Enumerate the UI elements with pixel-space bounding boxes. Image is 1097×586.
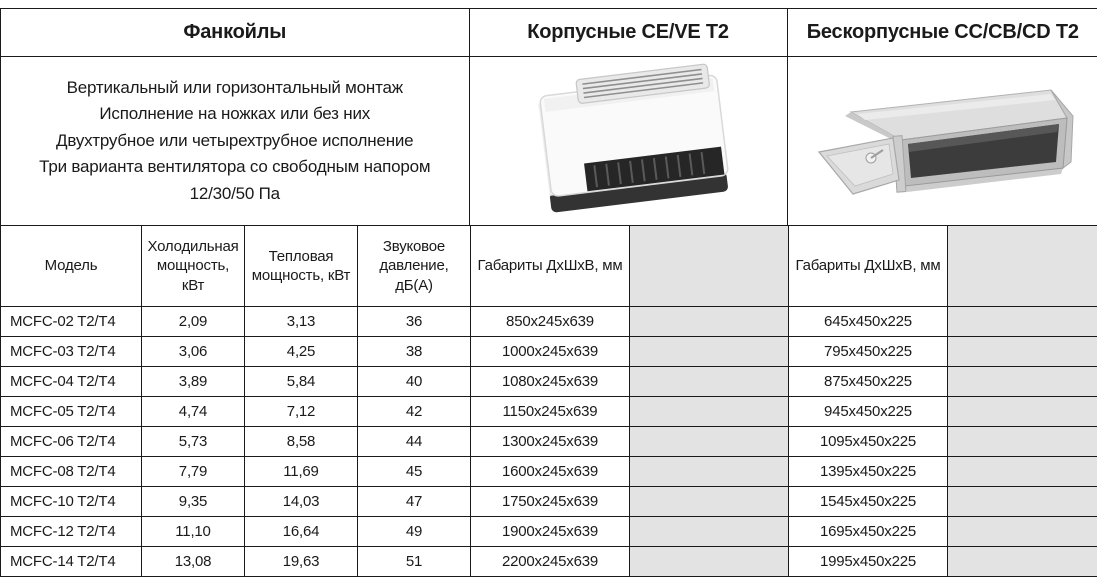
col-header-cooling: Холодильная мощность, кВт: [142, 226, 245, 307]
dims-cased-cell: 1900x245x639: [471, 517, 630, 547]
gray-spacer-cell: [630, 547, 789, 577]
section-title-fancoils: Фанкойлы: [1, 9, 470, 57]
cooling-cell: 4,74: [142, 397, 245, 427]
heating-cell: 14,03: [245, 487, 358, 517]
dims-cased-cell: 1750x245x639: [471, 487, 630, 517]
section-title-cased: Корпусные CE/VE T2: [470, 9, 788, 57]
ducted-concealed-fancoil-photo: [803, 66, 1083, 216]
dims-uncased-cell: 1095x450x225: [789, 427, 948, 457]
gray-spacer-cell: [948, 307, 1097, 337]
feature-line: Вертикальный или горизонтальный монтаж: [67, 75, 403, 102]
dims-uncased-cell: 1695x450x225: [789, 517, 948, 547]
gray-spacer-cell: [630, 397, 789, 427]
sound-cell: 47: [358, 487, 471, 517]
gray-spacer-cell: [630, 307, 789, 337]
dims-cased-cell: 1600x245x639: [471, 457, 630, 487]
gray-spacer-cell: [948, 337, 1097, 367]
gray-spacer-cell: [630, 487, 789, 517]
cooling-cell: 13,08: [142, 547, 245, 577]
cooling-cell: 11,10: [142, 517, 245, 547]
cooling-cell: 5,73: [142, 427, 245, 457]
gray-spacer-cell: [630, 427, 789, 457]
sound-cell: 45: [358, 457, 471, 487]
gray-spacer-cell: [630, 337, 789, 367]
gray-spacer-cell: [948, 367, 1097, 397]
sound-cell: 36: [358, 307, 471, 337]
dims-cased-cell: 1080x245x639: [471, 367, 630, 397]
gray-spacer-cell: [948, 517, 1097, 547]
gray-spacer-cell: [630, 457, 789, 487]
gray-spacer-cell: [948, 487, 1097, 517]
dims-cased-cell: 2200x245x639: [471, 547, 630, 577]
gray-spacer-cell: [630, 367, 789, 397]
dims-uncased-cell: 1995x450x225: [789, 547, 948, 577]
cooling-cell: 3,89: [142, 367, 245, 397]
model-cell: MCFC-10 T2/T4: [1, 487, 142, 517]
heating-cell: 19,63: [245, 547, 358, 577]
dims-cased-cell: 1000x245x639: [471, 337, 630, 367]
dims-uncased-cell: 945x450x225: [789, 397, 948, 427]
feature-line: Исполнение на ножках или без них: [99, 101, 370, 128]
heating-cell: 16,64: [245, 517, 358, 547]
gray-spacer-cell: [948, 226, 1097, 307]
dims-cased-cell: 1300x245x639: [471, 427, 630, 457]
dims-uncased-cell: 1395x450x225: [789, 457, 948, 487]
uncased-fancoil-image: [788, 57, 1097, 226]
feature-line: Двухтрубное или четырехтрубное исполнение: [56, 128, 413, 155]
col-header-dims-cased: Габариты ДхШхВ, мм: [471, 226, 630, 307]
feature-list: [1, 57, 470, 226]
gray-spacer-cell: [948, 427, 1097, 457]
gray-spacer-cell: [948, 547, 1097, 577]
heating-cell: 8,58: [245, 427, 358, 457]
cooling-cell: 3,06: [142, 337, 245, 367]
col-header-model: Модель: [1, 226, 142, 307]
model-cell: MCFC-03 T2/T4: [1, 337, 142, 367]
sound-cell: 38: [358, 337, 471, 367]
col-header-heating: Тепловая мощность, кВт: [245, 226, 358, 307]
heating-cell: 4,25: [245, 337, 358, 367]
gray-spacer-cell: [630, 517, 789, 547]
gray-spacer-cell: [948, 457, 1097, 487]
heating-cell: 11,69: [245, 457, 358, 487]
dims-uncased-cell: 1545x450x225: [789, 487, 948, 517]
dims-uncased-cell: 875x450x225: [789, 367, 948, 397]
cooling-cell: 7,79: [142, 457, 245, 487]
cased-fancoil-image: [470, 57, 788, 226]
col-header-dims-uncased: Габариты ДхШхВ, мм: [789, 226, 948, 307]
sound-cell: 49: [358, 517, 471, 547]
model-cell: MCFC-06 T2/T4: [1, 427, 142, 457]
model-cell: MCFC-14 T2/T4: [1, 547, 142, 577]
dims-cased-cell: 1150x245x639: [471, 397, 630, 427]
col-header-sound: Звуковое давление, дБ(А): [358, 226, 471, 307]
sound-cell: 44: [358, 427, 471, 457]
dims-uncased-cell: 795x450x225: [789, 337, 948, 367]
heating-cell: 5,84: [245, 367, 358, 397]
sound-cell: 51: [358, 547, 471, 577]
section-title-uncased: Бескорпусные CC/CB/CD T2: [788, 9, 1097, 57]
cased-floor-fancoil-photo: [502, 62, 754, 220]
intro-section: [1, 9, 1097, 226]
model-cell: MCFC-05 T2/T4: [1, 397, 142, 427]
model-cell: MCFC-08 T2/T4: [1, 457, 142, 487]
sound-cell: 40: [358, 367, 471, 397]
heating-cell: 7,12: [245, 397, 358, 427]
spec-table: [1, 226, 1097, 577]
model-cell: MCFC-12 T2/T4: [1, 517, 142, 547]
dims-uncased-cell: 645x450x225: [789, 307, 948, 337]
model-cell: MCFC-02 T2/T4: [1, 307, 142, 337]
dims-cased-cell: 850x245x639: [471, 307, 630, 337]
feature-line: Три варианта вентилятора со свободным напором: [39, 154, 430, 181]
gray-spacer-cell: [948, 397, 1097, 427]
sound-cell: 42: [358, 397, 471, 427]
cooling-cell: 2,09: [142, 307, 245, 337]
cooling-cell: 9,35: [142, 487, 245, 517]
feature-line: 12/30/50 Па: [190, 181, 280, 208]
model-cell: MCFC-04 T2/T4: [1, 367, 142, 397]
gray-spacer-cell: [630, 226, 789, 307]
heating-cell: 3,13: [245, 307, 358, 337]
fancoil-spec-sheet: [0, 8, 1097, 577]
